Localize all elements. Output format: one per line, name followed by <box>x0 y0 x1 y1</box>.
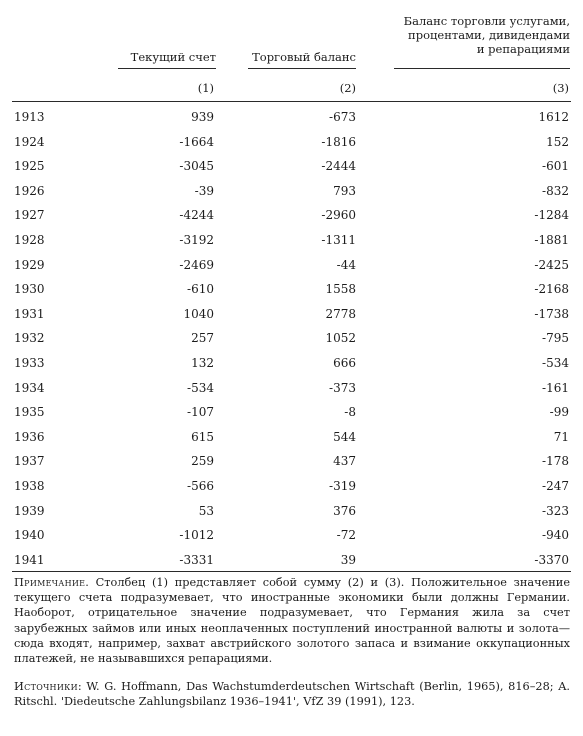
row-year: 1940 <box>14 528 45 543</box>
column-header-trade-balance <box>226 50 356 64</box>
cell-c3: -99 <box>549 405 569 420</box>
column-header-title-line: Баланс торговли услугами, <box>403 14 570 28</box>
cell-c2: -1311 <box>321 233 356 247</box>
cell-c2: 376 <box>333 503 356 518</box>
row-year: 1937 <box>14 454 45 469</box>
cell-c2: -1816 <box>321 134 356 149</box>
table-sources <box>14 679 570 709</box>
cell-c2: -2960 <box>321 208 356 223</box>
cell-c3: -832 <box>542 183 569 198</box>
cell-c3: -1738 <box>534 306 569 321</box>
cell-c3: -1284 <box>534 208 569 223</box>
cell-c2: -2444 <box>321 159 356 174</box>
column-header-rule <box>394 68 570 69</box>
cell-c3: -795 <box>542 331 569 346</box>
cell-c1: 257 <box>191 331 214 346</box>
cell-c2: -8 <box>344 405 356 420</box>
cell-c3: -323 <box>542 503 569 518</box>
row-year: 1928 <box>14 233 45 247</box>
table-header-rule <box>12 101 571 102</box>
cell-c3: -178 <box>542 454 569 469</box>
cell-c1: -1664 <box>179 134 214 149</box>
column-number: (3) <box>552 81 569 95</box>
cell-c1: -2469 <box>179 257 214 272</box>
cell-c3: -2425 <box>534 257 569 272</box>
cell-c3: -534 <box>542 356 569 370</box>
cell-c2: 666 <box>333 356 356 370</box>
cell-c2: 437 <box>333 454 356 469</box>
row-year: 1941 <box>14 552 45 567</box>
row-year: 1926 <box>14 183 45 198</box>
cell-c1: -534 <box>187 380 214 395</box>
column-header-title-line: Торговый баланс <box>252 50 356 64</box>
cell-c1: -107 <box>187 405 214 420</box>
sources-text: : W. G. Hoffmann, Das Wachstumderdeutschen Wirtschaft (Berlin, 1965), 816–28; A. Ritschl. 'Diedeutsche Zahlungsbilanz 1936–1941', VfZ 39 (1991), 123. <box>14 680 570 709</box>
row-year: 1930 <box>14 282 45 297</box>
cell-c3: 71 <box>553 429 569 444</box>
cell-c1: -566 <box>187 479 214 493</box>
sources-label: Источники <box>14 680 78 693</box>
cell-c3: -3370 <box>534 552 569 567</box>
cell-c1: -610 <box>187 282 214 297</box>
cell-c2: 544 <box>333 429 356 444</box>
cell-c1: -3331 <box>179 552 214 567</box>
row-year: 1935 <box>14 405 45 420</box>
row-year: 1927 <box>14 208 45 223</box>
column-header-title-line: процентами, дивидендами <box>408 28 570 42</box>
cell-c1: 1040 <box>183 306 214 321</box>
cell-c1: -39 <box>194 183 214 198</box>
column-number: (2) <box>339 81 356 95</box>
cell-c1: 615 <box>191 429 214 444</box>
cell-c1: -1012 <box>179 528 214 543</box>
cell-c2: -72 <box>336 528 356 543</box>
cell-c1: 939 <box>191 110 214 124</box>
cell-c2: 2778 <box>325 306 356 321</box>
cell-c1: 53 <box>198 503 214 518</box>
cell-c1: 259 <box>191 454 214 469</box>
row-year: 1932 <box>14 331 45 346</box>
cell-c2: -319 <box>329 479 356 493</box>
row-year: 1913 <box>14 110 45 124</box>
cell-c1: -3192 <box>179 233 214 247</box>
cell-c3: -601 <box>542 159 569 174</box>
cell-c2: -373 <box>329 380 356 395</box>
column-header-current-account <box>100 50 216 64</box>
table-note <box>14 575 570 666</box>
cell-c3: -247 <box>542 479 569 493</box>
cell-c3: -161 <box>542 380 569 395</box>
row-year: 1934 <box>14 380 45 395</box>
column-header-title-line: Текущий счет <box>130 50 216 64</box>
cell-c3: 152 <box>546 134 569 149</box>
row-year: 1936 <box>14 429 45 444</box>
column-header-rule <box>118 68 216 69</box>
cell-c3: -1881 <box>534 233 569 247</box>
cell-c3: -940 <box>542 528 569 543</box>
row-year: 1933 <box>14 356 45 370</box>
column-header-title-line: и репарациями <box>476 42 570 56</box>
cell-c2: 39 <box>340 552 356 567</box>
column-number: (1) <box>197 81 214 95</box>
cell-c2: 1052 <box>325 331 356 346</box>
row-year: 1925 <box>14 159 45 174</box>
note-label: Примечание <box>14 576 86 589</box>
cell-c2: 1558 <box>325 282 356 297</box>
note-text: . Столбец (1) представляет собой сумму (2) и (3). Положительное значение текущего счета подразумевает, что иностранные экономики были должны Германии. Наоборот, отрицательное значение подразумевает, что Германия жила за счет зарубежных займов или иных неоплаченных поступлений иностранной валюты и золота—сюда входят, например, захват австрийского золотого запаса и взимание оккупационных платежей, не называвшихся репарациями. <box>14 576 570 666</box>
row-year: 1939 <box>14 503 45 518</box>
cell-c2: 793 <box>333 183 356 198</box>
table-bottom-rule <box>12 571 571 572</box>
column-header-services-balance <box>380 14 570 56</box>
cell-c2: -673 <box>329 110 356 124</box>
cell-c1: 132 <box>191 356 214 370</box>
cell-c1: -4244 <box>179 208 214 223</box>
column-header-rule <box>248 68 356 69</box>
cell-c2: -44 <box>336 257 356 272</box>
cell-c3: -2168 <box>534 282 569 297</box>
cell-c1: -3045 <box>179 159 214 174</box>
row-year: 1924 <box>14 134 45 149</box>
cell-c3: 1612 <box>538 110 569 124</box>
row-year: 1938 <box>14 479 45 493</box>
row-year: 1931 <box>14 306 45 321</box>
row-year: 1929 <box>14 257 45 272</box>
